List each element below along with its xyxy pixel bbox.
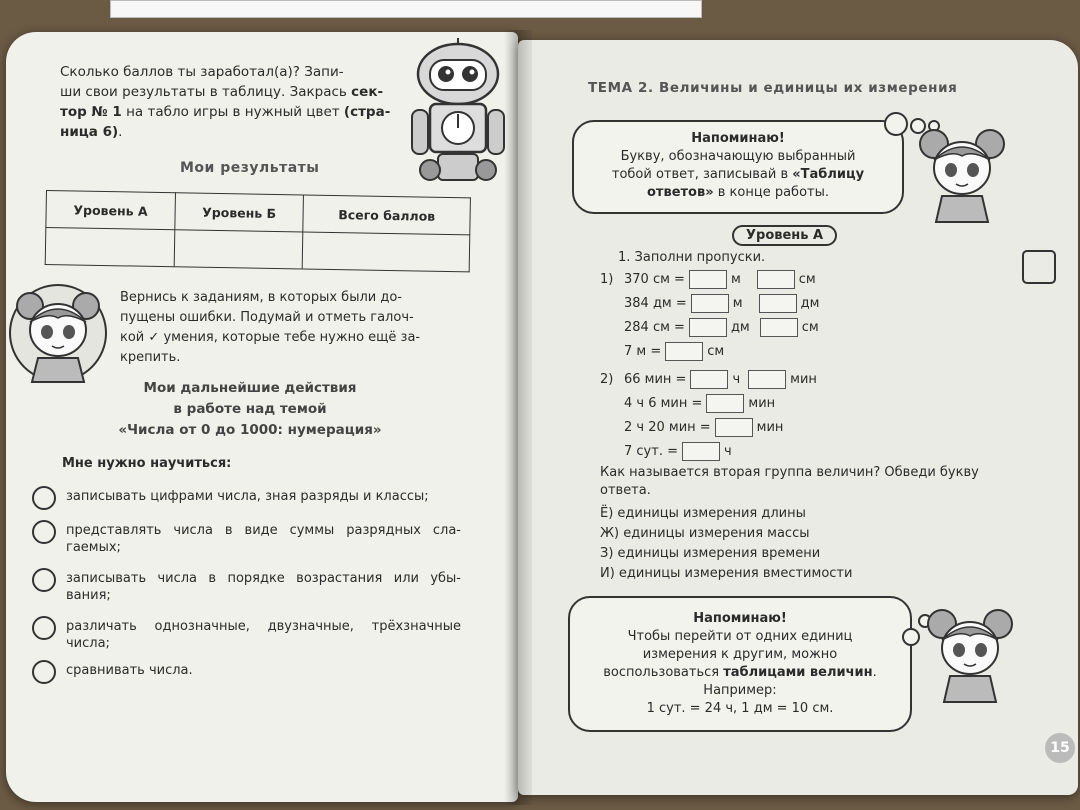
conversion-left: 284 см = (624, 320, 685, 335)
theme-title: ТЕМА 2. Величины и единицы их измерения (588, 80, 958, 96)
question-text: Как называется вторая группа величин? Обведи букву ответа. (600, 465, 979, 498)
level-badge: Уровень А (732, 225, 837, 246)
answer-option[interactable]: З) единицы измерения времени (600, 546, 821, 561)
conversion-row (624, 270, 816, 290)
table-row (45, 228, 470, 272)
book-edge-top (110, 0, 702, 18)
results-title: Мои результаты (180, 160, 320, 176)
conversion-left: 4 ч 6 мин = (624, 396, 703, 411)
text-line: крепить. (120, 350, 181, 365)
table-header-cell: Уровень Б (175, 193, 304, 232)
goal-text: записывать числа в порядке возрастания или убы-вания; (66, 571, 461, 603)
text-line: пущены ошибки. Подумай и отметь галоч- (120, 310, 414, 325)
thought-dot (902, 628, 920, 646)
girl-illustration (8, 278, 108, 388)
answer-box[interactable] (759, 294, 797, 313)
girl-illustration (920, 596, 1020, 706)
task-title: 1. Заполни пропуски. (618, 250, 766, 265)
plans-heading (90, 378, 410, 441)
conversion-left: 7 сут. = (624, 444, 678, 459)
unit-label: ч (732, 372, 741, 387)
answer-box[interactable] (715, 418, 753, 437)
answer-box[interactable] (760, 318, 798, 337)
reminder-line: в конце работы. (717, 185, 829, 200)
intro-text (60, 62, 400, 142)
goal-text: записывать цифрами числа, зная разряды и классы; (66, 489, 429, 504)
unit-label: дм (800, 296, 820, 311)
reminder-line: 1 сут. = 24 ч, 1 дм = 10 см. (646, 701, 834, 716)
intro-bold: тор № 1 (60, 104, 122, 120)
plans-line: в работе над темой (173, 401, 327, 417)
conversion-row (624, 394, 775, 414)
reminder-line: Чтобы перейти от одних единиц (627, 629, 853, 644)
unit-label: м (732, 296, 743, 311)
goal-text: различать однозначные, двузначные, трёхзначные числа; (66, 619, 461, 651)
goal-text: представлять числа в виде суммы разрядных сла-гаемых; (66, 523, 461, 555)
unit-label: мин (756, 420, 784, 435)
table-cell-empty[interactable] (302, 232, 469, 272)
text-line: умения, которые тебе нужно ещё за- (163, 330, 421, 345)
reminder-header: Напоминаю! (693, 611, 787, 626)
checkbox-circle[interactable] (32, 660, 56, 684)
checkmark-icon: ✓ (148, 330, 160, 345)
answer-box[interactable] (689, 270, 727, 289)
conversion-row (624, 442, 732, 462)
checkbox-circle[interactable] (32, 616, 56, 640)
answer-square[interactable] (1022, 250, 1056, 284)
conversion-row (624, 318, 819, 338)
checkbox-circle[interactable] (32, 520, 56, 544)
plans-line: «Числа от 0 до 1000: нумерация» (118, 422, 382, 438)
conversion-left: 384 дм = (624, 296, 687, 311)
table-header-cell: Всего баллов (303, 195, 470, 235)
part-label: 1) (600, 272, 614, 287)
reminder-bold: «Таблицу (792, 167, 865, 182)
intro-bold: (стра- (343, 104, 391, 120)
plans-line: Мои дальнейшие действия (143, 380, 357, 396)
unit-label: мин (790, 372, 817, 387)
conversion-row (624, 370, 817, 390)
answer-box[interactable] (689, 318, 727, 337)
part-label: 2) (600, 372, 614, 387)
unit-label: мин (748, 396, 776, 411)
table-cell-empty[interactable] (174, 230, 303, 269)
conversion-row (624, 342, 724, 362)
unit-label: ч (723, 444, 732, 459)
conversion-left: 370 см = (624, 272, 685, 287)
answer-option[interactable]: Ж) единицы измерения массы (600, 526, 810, 541)
answer-box[interactable] (691, 294, 729, 313)
conversion-left: 2 ч 20 мин = (624, 420, 711, 435)
conversion-left: 66 мин = (624, 372, 687, 387)
checkbox-circle[interactable] (32, 568, 56, 592)
reminder-header: Напоминаю! (691, 131, 785, 146)
conversion-row (624, 418, 783, 438)
conversion-left: 7 м = (624, 344, 662, 359)
intro-line: на табло игры в нужный цвет (126, 104, 340, 120)
text-line: кой (120, 330, 145, 345)
answer-box[interactable] (690, 370, 728, 389)
return-instructions (120, 288, 470, 368)
text-line: Вернись к заданиям, в которых были до- (120, 290, 402, 305)
intro-line: . (118, 124, 123, 140)
unit-label: см (798, 272, 816, 287)
intro-line: ши свои результаты в таблицу. Закрась (60, 84, 347, 100)
thought-dot (884, 112, 908, 136)
reminder-line: Букву, обозначающую выбранный (620, 149, 856, 164)
answer-box[interactable] (682, 442, 720, 461)
unit-label: м (730, 272, 741, 287)
unit-label: см (707, 344, 725, 359)
intro-bold: ница 6) (60, 124, 119, 140)
intro-bold: сек- (351, 84, 384, 100)
intro-line: Сколько баллов ты заработал(а)? Запи- (60, 64, 344, 80)
reminder-bold: ответов» (647, 185, 714, 200)
book-spine (504, 30, 532, 805)
reminder-bubble-1 (572, 120, 904, 214)
goal-text: сравнивать числа. (66, 663, 193, 678)
answer-box[interactable] (757, 270, 795, 289)
need-title: Мне нужно научиться: (62, 456, 232, 471)
unit-label: см (801, 320, 819, 335)
answer-box[interactable] (706, 394, 744, 413)
reminder-line: воспользоваться (603, 665, 720, 680)
table-header-cell: Уровень А (46, 191, 175, 230)
reminder-bold: таблицами величин (723, 665, 873, 680)
table-cell-empty[interactable] (45, 228, 174, 267)
results-table (45, 190, 471, 272)
page-number: 15 (1045, 733, 1075, 763)
unit-label: дм (730, 320, 750, 335)
answer-box[interactable] (748, 370, 786, 389)
answer-option[interactable]: И) единицы измерения вместимости (600, 566, 853, 581)
reminder-bubble-2 (568, 596, 912, 732)
reminder-line: . (872, 665, 877, 680)
checkbox-circle[interactable] (32, 486, 56, 510)
reminder-line: измерения к другим, можно (642, 647, 838, 662)
robot-illustration (408, 36, 508, 186)
reminder-line: Например: (703, 683, 777, 698)
answer-box[interactable] (665, 342, 703, 361)
girl-illustration (912, 116, 1012, 226)
reminder-line: тобой ответ, записывай в (611, 167, 789, 182)
answer-option[interactable]: Ё) единицы измерения длины (600, 506, 806, 521)
conversion-row (624, 294, 819, 314)
